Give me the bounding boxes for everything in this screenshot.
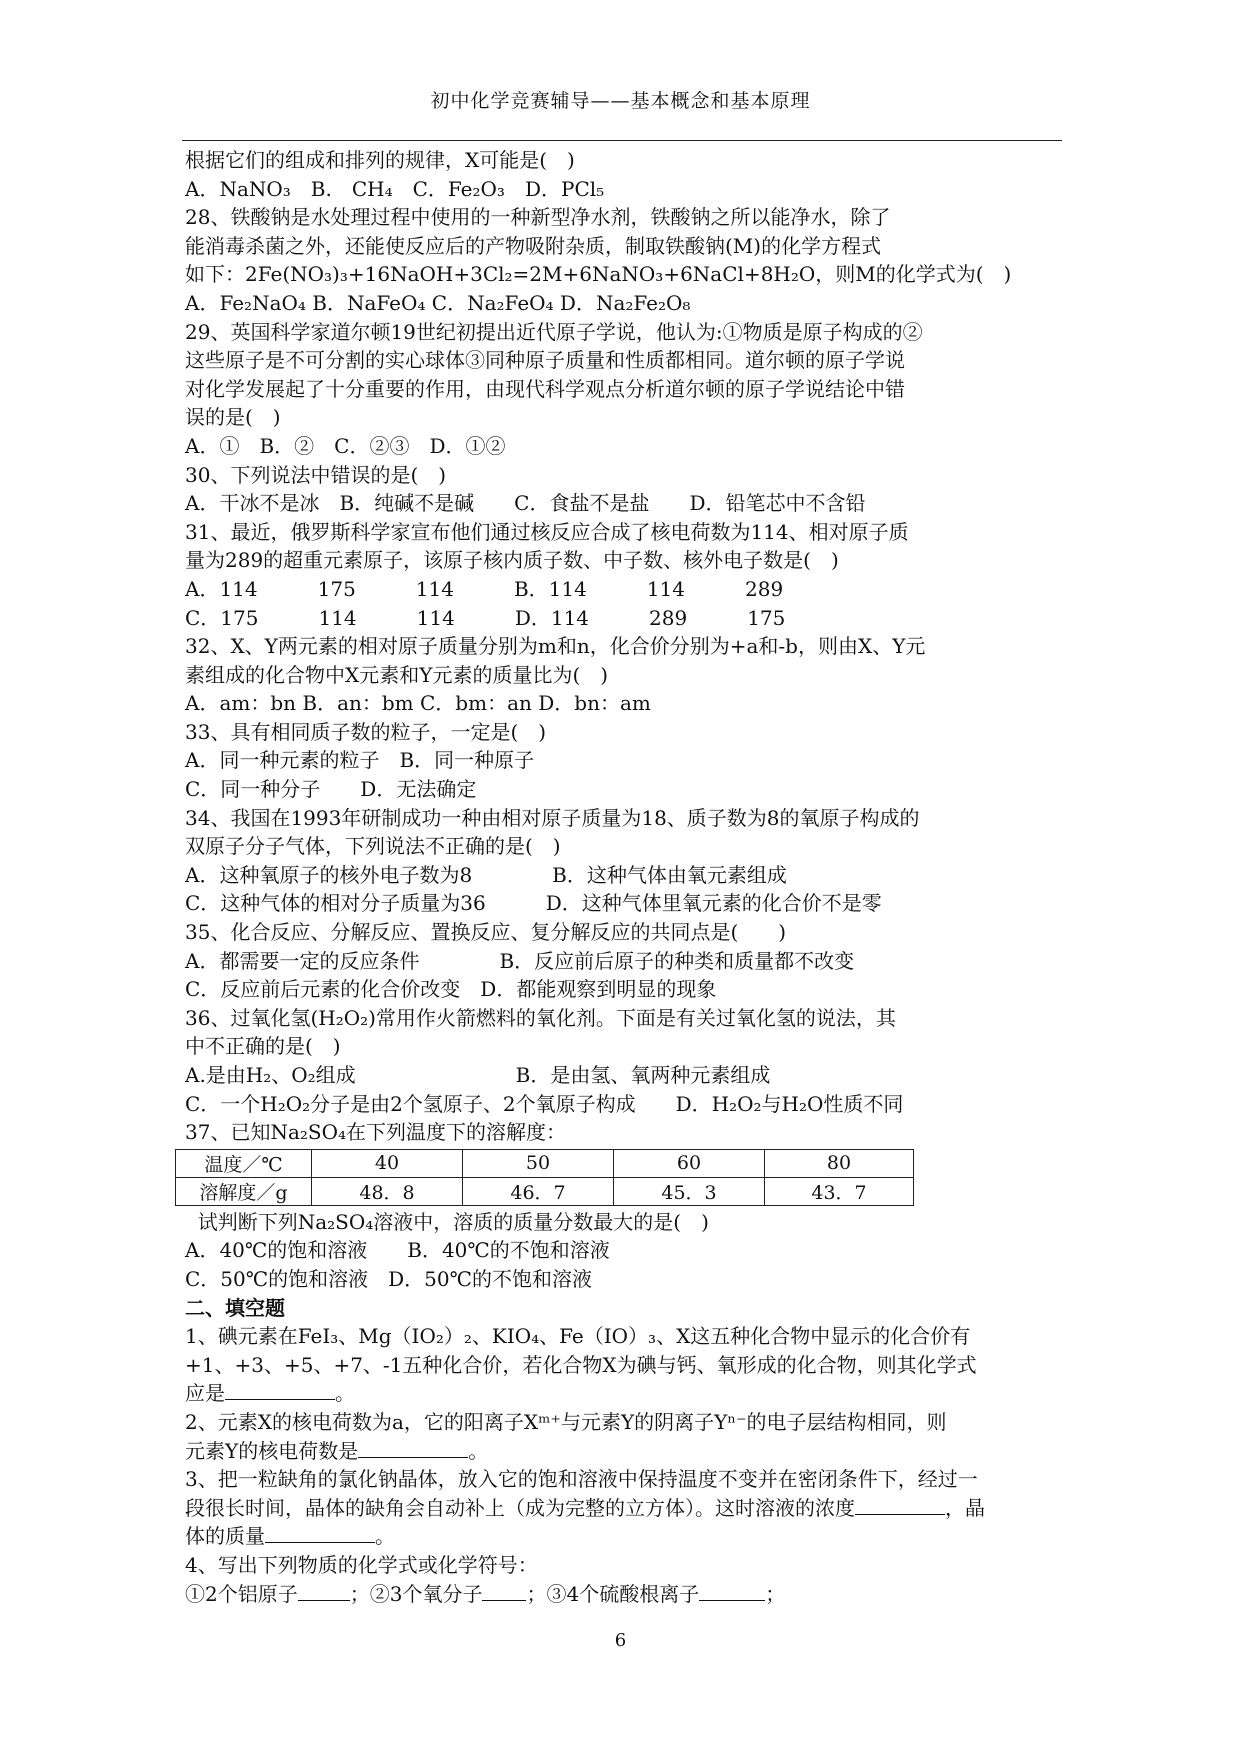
question-line: 这些原子是不可分割的实心球体③同种原子质量和性质都相同。道尔顿的原子学说 — [185, 348, 905, 373]
question-line: 试判断下列Na₂SO₄溶液中，溶质的质量分数最大的是( ) — [185, 1209, 709, 1234]
question-line: C．这种气体的相对分子质量为36 D．这种气体里氧元素的化合价不是零 — [185, 891, 882, 916]
question-line: 如下：2Fe(NO₃)₃+16NaOH+3Cl₂=2M+6NaNO₃+6NaCl+8H₂O，则M的化学式为( ) — [185, 262, 1012, 287]
table-cell: 43．7 — [765, 1177, 914, 1205]
question-line: 中不正确的是( ) — [185, 1034, 341, 1059]
question-text: 体的质量 — [185, 1524, 265, 1549]
question-line: 33、具有相同质子数的粒子，一定是( ) — [185, 719, 547, 744]
question-line: 3、把一粒缺角的氯化钠晶体，放入它的饱和溶液中保持温度不变并在密闭条件下，经过一 — [185, 1467, 978, 1492]
question-line: 4、写出下列物质的化学式或化学符号： — [185, 1552, 538, 1577]
question-line: 2、元素X的核电荷数为a，它的阳离子Xᵐ⁺与元素Y的阴离子Yⁿ⁻的电子层结构相同，则 — [185, 1409, 947, 1434]
question-line: A．Fe₂NaO₄ B．NaFeO₄ C．Na₂FeO₄ D．Na₂Fe₂O₈ — [185, 290, 691, 315]
question-text: ①2个铝原子 — [185, 1581, 298, 1606]
question-line: 28、铁酸钠是水处理过程中使用的一种新型净水剂，铁酸钠之所以能净水，除了 — [185, 205, 891, 230]
table-cell: 46．7 — [463, 1177, 614, 1205]
question-line: 误的是( ) — [185, 405, 281, 430]
table-cell: 48．8 — [312, 1177, 463, 1205]
question-line — [185, 1379, 1065, 1408]
question-line: 对化学发展起了十分重要的作用，由现代科学观点分析道尔顿的原子学说结论中错 — [185, 376, 905, 401]
question-line: 素组成的化合物中X元素和Y元素的质量比为( ) — [185, 662, 609, 687]
question-line: 能消毒杀菌之外，还能使反应后的产物吸附杂质，制取铁酸钠(M)的化学方程式 — [185, 233, 882, 258]
question-text: 段很长时间，晶体的缺角会自动补上（成为完整的立方体）。这时溶液的浓度 — [185, 1495, 855, 1520]
page-number: 6 — [614, 1630, 627, 1651]
answer-blank[interactable] — [225, 1379, 335, 1400]
question-line: A．am：bn B．an：bm C．bm：an D．bn：am — [185, 691, 651, 716]
question-line: A．干冰不是冰 B．纯碱不是碱 C．食盐不是盐 D．铅笔芯中不含铅 — [185, 491, 866, 516]
answer-blank[interactable] — [265, 1522, 375, 1543]
answer-blank[interactable] — [298, 1580, 350, 1601]
question-line: 35、化合反应、分解反应、置换反应、复分解反应的共同点是( ) — [185, 920, 787, 945]
question-line: A．40℃的饱和溶液 B．40℃的不饱和溶液 — [185, 1238, 610, 1263]
table-row — [176, 1149, 914, 1177]
question-line: 36、过氧化氢(H₂O₂)常用作火箭燃料的氧化剂。下面是有关过氧化氢的说法，其 — [185, 1005, 896, 1030]
question-line: 32、X、Y两元素的相对原子质量分别为m和n，化合价分别为+a和-b，则由X、Y元 — [185, 634, 926, 659]
question-text: ； — [765, 1581, 786, 1606]
answer-blank[interactable] — [482, 1580, 526, 1601]
table-cell: 80 — [765, 1149, 914, 1177]
question-line: 30、下列说法中错误的是( ) — [185, 462, 447, 487]
question-line — [185, 1522, 1065, 1551]
question-text: 应是 — [185, 1381, 225, 1406]
question-text: ；③4个硫酸根离子 — [526, 1581, 700, 1606]
question-text: 。 — [468, 1438, 489, 1463]
question-line: A．① B．② C．②③ D．①② — [185, 433, 506, 458]
question-line: A．NaNO₃ B. CH₄ C．Fe₂O₃ D．PCl₅ — [185, 176, 605, 201]
answer-blank[interactable] — [358, 1437, 468, 1458]
question-line: A．114 175 114 B．114 114 289 — [185, 576, 784, 601]
table-cell: 50 — [463, 1149, 614, 1177]
section-title: 二、填空题 — [185, 1295, 285, 1320]
question-line: C．一个H₂O₂分子是由2个氢原子、2个氧原子构成 D．H₂O₂与H₂O性质不同 — [185, 1091, 904, 1116]
question-text: 元素Y的核电荷数是 — [185, 1438, 359, 1463]
answer-blank[interactable] — [699, 1580, 765, 1601]
question-line: 37、已知Na₂SO₄在下列温度下的溶解度： — [185, 1120, 567, 1145]
question-text: ；②3个氧分子 — [349, 1581, 483, 1606]
question-line: C．反应前后元素的化合价改变 D．都能观察到明显的现象 — [185, 977, 717, 1002]
table-cell: 60 — [614, 1149, 765, 1177]
question-line: C．50℃的饱和溶液 D．50℃的不饱和溶液 — [185, 1266, 592, 1291]
page-content — [185, 146, 1065, 1608]
question-line: A．这种氧原子的核外电子数为8 B．这种气体由氧元素组成 — [185, 862, 787, 887]
header-rule — [182, 140, 1062, 141]
question-line: C．175 114 114 D．114 289 175 — [185, 605, 786, 630]
question-line: A．都需要一定的反应条件 B．反应前后原子的种类和质量都不改变 — [185, 948, 855, 973]
question-line: 双原子分子气体，下列说法不正确的是( ) — [185, 834, 561, 859]
question-line: 31、最近，俄罗斯科学家宣布他们通过核反应合成了核电荷数为114、相对原子质 — [185, 519, 909, 544]
question-text: ，晶 — [945, 1495, 985, 1520]
answer-blank[interactable] — [855, 1494, 945, 1515]
question-line: 29、英国科学家道尔顿19世纪初提出近代原子学说，他认为:①物质是原子构成的② — [185, 319, 923, 344]
question-line: 量为289的超重元素原子，该原子核内质子数、中子数、核外电子数是( ) — [185, 548, 839, 573]
question-line: A．同一种元素的粒子 B．同一种原子 — [185, 748, 535, 773]
page-header: 初中化学竞赛辅导——基本概念和基本原理 — [430, 90, 811, 112]
question-line — [185, 1437, 1065, 1466]
question-line: 34、我国在1993年研制成功一种由相对原子质量为18、质子数为8的氧原子构成的 — [185, 805, 920, 830]
table-row — [176, 1177, 914, 1205]
question-line: C．同一种分子 D．无法确定 — [185, 777, 477, 802]
question-line — [185, 1580, 1065, 1609]
question-line: 1、碘元素在FeI₃、Mg（IO₂）₂、KIO₄、Fe（IO）₃、X这五种化合物中显示的化合价有 — [185, 1324, 971, 1349]
question-line: +1、+3、+5、+7、-1五种化合价，若化合物X为碘与钙、氧形成的化合物，则其化学式 — [185, 1352, 977, 1377]
solubility-table — [175, 1149, 914, 1206]
question-line: A.是由H₂、O₂组成 B．是由氢、氧两种元素组成 — [185, 1063, 771, 1087]
table-cell: 温度／℃ — [176, 1149, 312, 1177]
table-cell: 溶解度／g — [176, 1177, 312, 1205]
table-cell: 45．3 — [614, 1177, 765, 1205]
question-line — [185, 1494, 1065, 1523]
question-line: 根据它们的组成和排列的规律，X可能是( ) — [185, 148, 575, 172]
question-text: 。 — [375, 1524, 395, 1549]
table-cell: 40 — [312, 1149, 463, 1177]
question-text: 。 — [335, 1381, 355, 1406]
